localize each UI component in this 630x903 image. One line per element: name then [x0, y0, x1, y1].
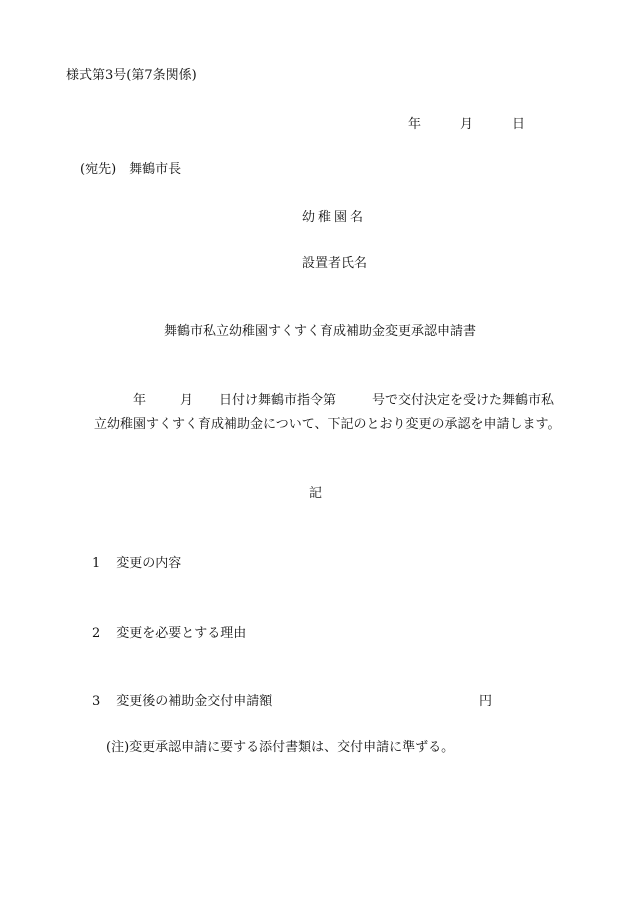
item-number: 2: [92, 626, 101, 641]
item-text: 変更の内容: [116, 556, 182, 571]
list-item: [92, 694, 272, 710]
item-text: 変更を必要とする理由: [116, 626, 247, 641]
item-number: 3: [92, 694, 101, 709]
list-item: [92, 556, 181, 572]
date-year-label: 年: [408, 117, 422, 132]
date-day-label: 日: [512, 117, 526, 132]
body-year: 年: [133, 393, 147, 408]
kindergarten-name-label: 幼稚園名: [302, 210, 367, 225]
founder-name-label: 設置者氏名: [302, 256, 368, 271]
body-number-rest: 号で交付決定を受けた舞鶴市私: [372, 393, 555, 408]
yen-label: 円: [479, 694, 493, 709]
attachment-note: (注)変更承認申請に要する添付書類は、交付申請に準ずる。: [106, 740, 455, 755]
form-number: 様式第3号(第7条関係): [66, 68, 197, 83]
date-month-label: 月: [460, 117, 474, 132]
document-title: 舞鶴市私立幼稚園すくすく育成補助金変更承認申請書: [164, 324, 477, 339]
body-dated: 日付け舞鶴市指令第: [219, 393, 337, 408]
item-number: 1: [92, 556, 101, 571]
ki-heading: 記: [309, 486, 323, 501]
body-line-2: 立幼稚園すくすく育成補助金について、下記のとおり変更の承認を申請します。: [94, 417, 561, 432]
addressee: (宛先) 舞鶴市長: [80, 162, 182, 177]
list-item: [92, 626, 246, 642]
body-line-1: [133, 393, 554, 409]
item-text: 変更後の補助金交付申請額: [116, 694, 273, 709]
body-month: 月: [180, 393, 194, 408]
